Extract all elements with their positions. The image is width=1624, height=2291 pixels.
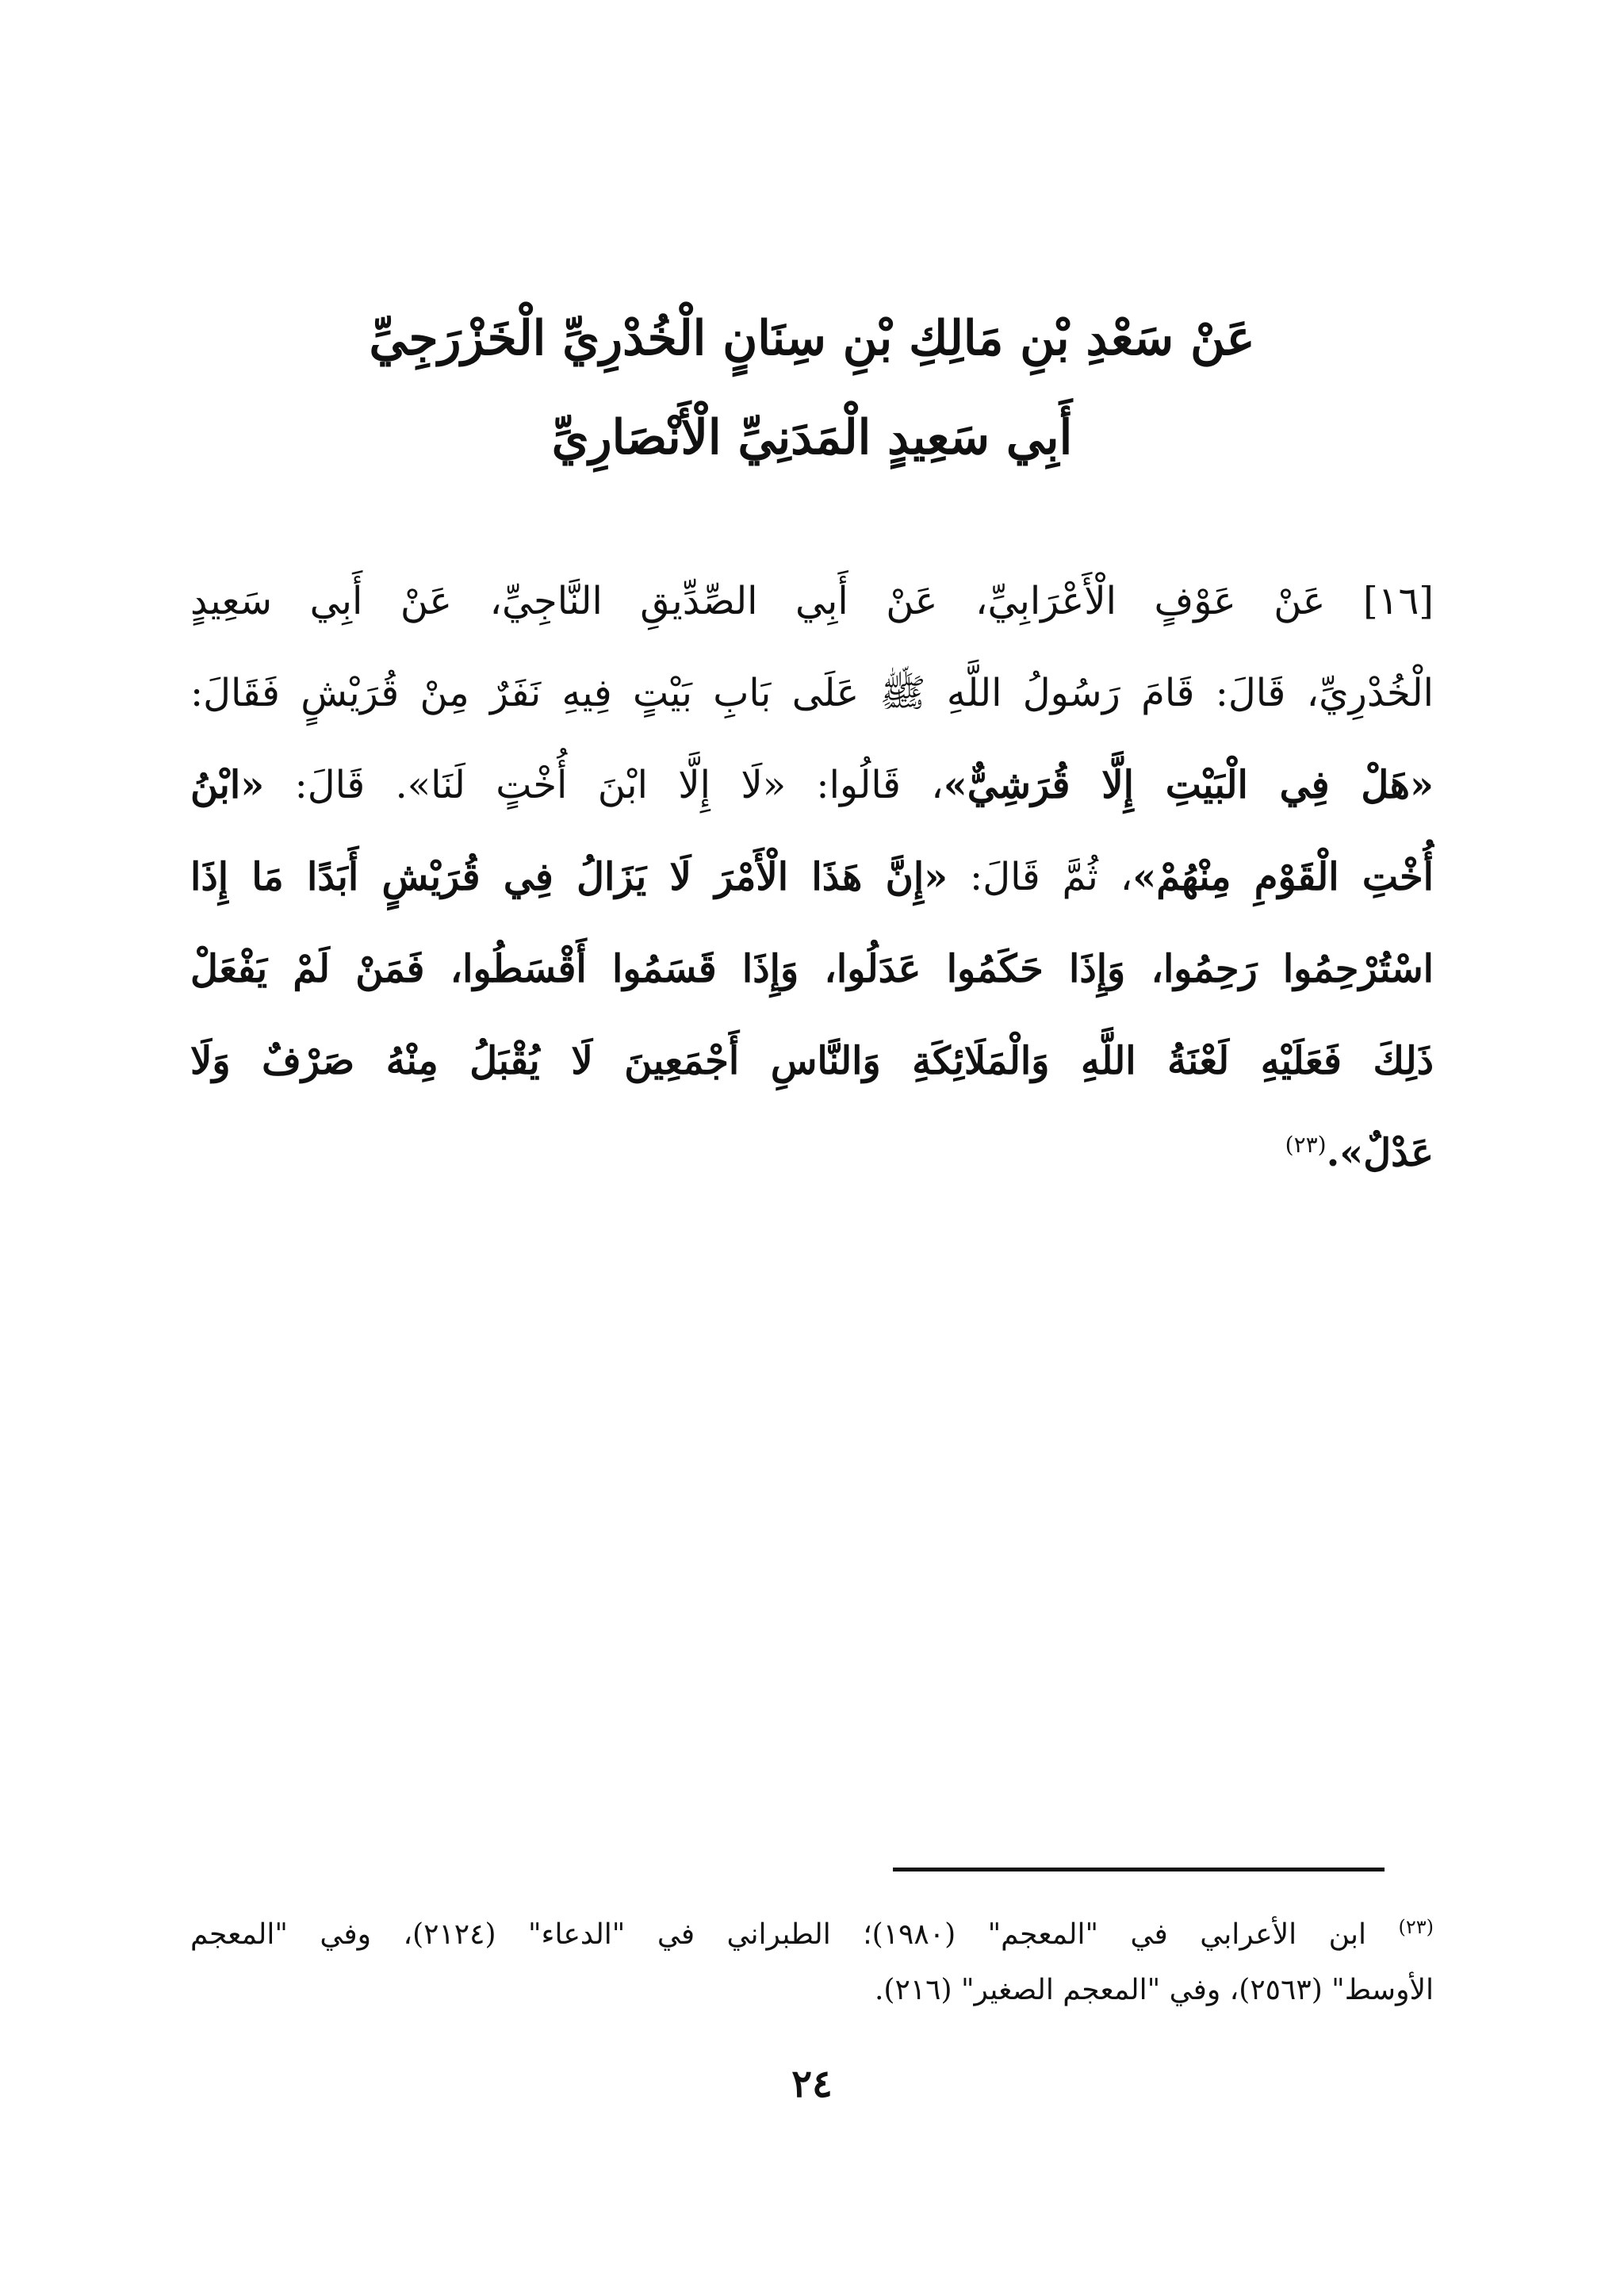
hadith-line-1: [١٦] عَنْ عَوْفٍ الْأَعْرَابِيِّ، عَنْ أَبِي الصِّدِّيقِ النَّاجِيِّ، عَنْ أَبِي سَعِيدٍ: [190, 579, 1434, 623]
footnote-reference[interactable]: (٢٣): [1285, 1132, 1327, 1158]
heading-line-2: أَبِي سَعِيدٍ الْمَدَنِيِّ الْأَنْصَارِيِّ: [551, 410, 1073, 465]
prophet-speech: «هَلْ فِي الْبَيْتِ إِلَّا قُرَشِيٌّ»: [943, 763, 1434, 807]
footnote-number: (٢٣): [1398, 1916, 1434, 1938]
footnote-line-2: الأوسط" (٢٥٦٣)، وفي "المعجم الصغير" (٢١٦).: [874, 1974, 1434, 2006]
prophet-speech: «ابْنُ: [190, 763, 265, 807]
prophet-speech: «إِنَّ هَذَا الْأَمْرَ لَا يَزَالُ فِي قُرَيْشٍ أَبَدًا مَا إِذَا: [190, 855, 948, 899]
prophet-speech: أُخْتِ الْقَوْمِ مِنْهُمْ»: [1132, 855, 1434, 899]
hadith-text: [190, 555, 1434, 1199]
hadith-line-5: اسْتُرْحِمُوا رَحِمُوا، وَإِذَا حَكَمُوا عَدَلُوا، وَإِذَا قَسَمُوا أَقْسَطُوا، فَمَنْ لَمْ يَفْعَلْ: [190, 947, 1434, 991]
narration-text: ، قَالُوا: «لَا إِلَّا ابْنَ أُخْتٍ لَنَا». قَالَ:: [294, 763, 944, 807]
footnote-separator: [893, 1868, 1385, 1871]
hadith-line-6: ذَلِكَ فَعَلَيْهِ لَعْنَةُ اللَّهِ وَالْمَلَائِكَةِ وَالنَّاسِ أَجْمَعِينَ لَا يُقْبَلُ مِنْهُ صَرْفٌ وَلَا: [190, 1039, 1434, 1083]
hadith-line-2: الْخُدْرِيِّ، قَالَ: قَامَ رَسُولُ اللَّهِ ﷺ عَلَى بَابِ بَيْتٍ فِيهِ نَفَرٌ مِنْ قُرَيْشٍ فَقَالَ:: [190, 671, 1434, 715]
prophet-speech-end: عَدْلٌ».: [1326, 1131, 1434, 1175]
footnote-text-1: ابن الأعرابي في "المعجم" (١٩٨٠)؛ الطبراني في "الدعاء" (٢١٢٤)، وفي "المعجم: [190, 1918, 1366, 1951]
page-number: ٢٤: [791, 2062, 833, 2106]
chapter-heading: [190, 289, 1434, 488]
hadith-line-7: [190, 1107, 1434, 1199]
heading-line-1: عَنْ سَعْدِ بْنِ مَالِكِ بْنِ سِنَانٍ الْخُدْرِيِّ الْخَزْرَجِيِّ: [369, 311, 1255, 366]
footnote-line-1: [190, 1907, 1434, 1963]
narration-text: ، ثُمَّ قَالَ:: [970, 855, 1133, 899]
hadith-line-4: [190, 831, 1434, 923]
footnote: [190, 1907, 1434, 2018]
hadith-line-3: [190, 739, 1434, 831]
